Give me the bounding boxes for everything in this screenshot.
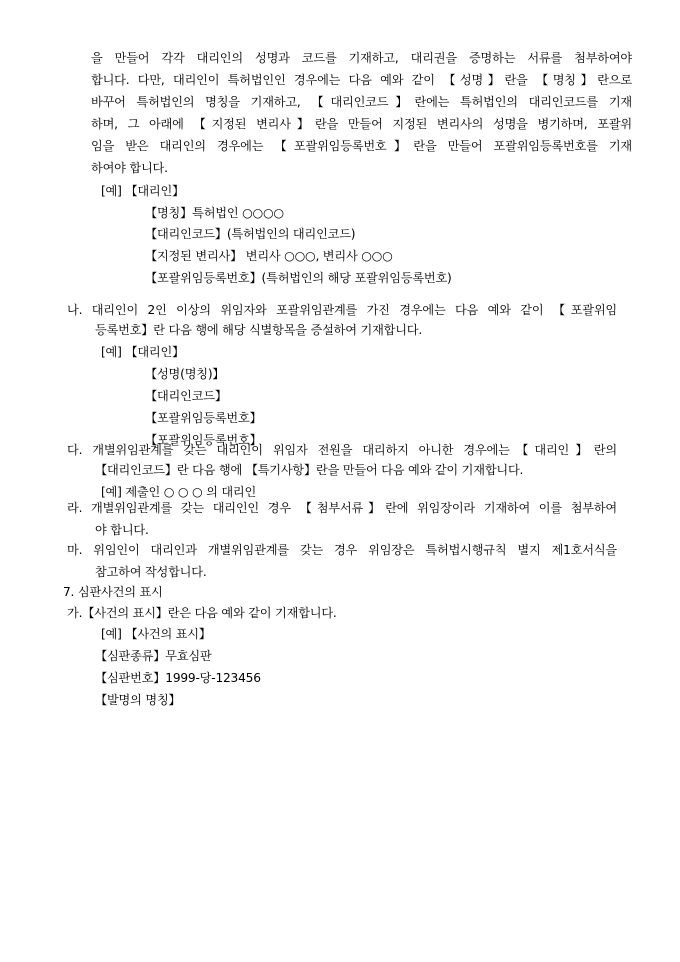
example-line: 【심판종류】무효심판	[95, 649, 212, 663]
example-line: 【명칭】특허법인 ○○○○	[145, 206, 284, 220]
body-text-line: 을 만들어 각각 대리인의 성명과 코드를 기재하고, 대리권을 증명하는 서류를 첨부하여야	[91, 51, 632, 65]
example-line: 【심판번호】1999-당-123456	[95, 671, 261, 685]
example-line: 【성명(명칭)】	[145, 367, 225, 381]
item-na: 나. 대리인이 2인 이상의 위임자와 포괄위임관계를 가진 경우에는 다음 예와 같이 【포괄위임	[67, 303, 617, 317]
body-text-line: 임을 받은 대리인의 경우에는 【포괄위임등록번호】란을 만들어 포괄위임등록번호를 기재	[91, 139, 632, 153]
body-text-line: 참고하여 작성합니다.	[95, 565, 207, 579]
item-ma: 마. 위임인이 대리인과 개별위임관계를 갖는 경우 위임장은 특허법시행규칙 별지 제1호서식을	[67, 543, 617, 557]
item-da: 다. 개별위임관계를 갖는 대리인이 위임자 전원을 대리하지 아니한 경우에는【대리인】란의	[67, 443, 617, 457]
example-line: 【발명의 명칭】	[95, 693, 181, 707]
body-text-line: 등록번호】란 다음 행에 해당 식별항목을 증설하여 기재합니다.	[95, 323, 423, 337]
example-line: [예] 제출인 ○ ○ ○ 의 대리인	[101, 485, 257, 499]
example-line: 【포괄위임등록번호】	[145, 411, 262, 425]
example-line: 【포괄위임등록번호】	[145, 433, 262, 447]
example-line: 【지정된 변리사】 변리사 ○○○, 변리사 ○○○	[145, 249, 393, 263]
body-text-line: 하며, 그 아래에 【지정된 변리사】란을 만들어 지정된 변리사의 성명을 병기하며, 포괄위	[91, 117, 632, 131]
body-text-line: 합니다. 다만, 대리인이 특허법인인 경우에는 다음 예와 같이 【성명】란을 【명칭】란으로	[91, 73, 632, 87]
example-label: [예] 【대리인】	[101, 184, 185, 198]
example-line: 【대리인코드】	[145, 389, 227, 403]
example-label: [예] 【사건의 표시】	[101, 627, 211, 641]
body-text-line: 【대리인코드】란 다음 행에 【특기사항】란을 만들어 다음 예와 같이 기재합니다.	[95, 463, 524, 477]
item-ra: 라. 개별위임관계를 갖는 대리인인 경우 【첨부서류】란에 위임장이라 기재하여 이를 첨부하여	[67, 501, 617, 515]
example-label: [예] 【대리인】	[101, 345, 185, 359]
example-line: 【대리인코드】(특허법인의 대리인코드)	[145, 227, 356, 241]
example-line: 【포괄위임등록번호】(특허법인의 해당 포괄위임등록번호)	[145, 271, 452, 285]
section-heading: 7. 심판사건의 표시	[63, 585, 163, 599]
body-text-line: 하여야 합니다.	[91, 161, 168, 175]
body-text-line: 야 합니다.	[95, 523, 149, 537]
item-ga: 가.【사건의 표시】란은 다음 예와 같이 기재합니다.	[67, 606, 337, 620]
body-text-line: 바꾸어 특허법인의 명칭을 기재하고, 【대리인코드】란에는 특허법인의 대리인코드를 기재	[91, 95, 632, 109]
